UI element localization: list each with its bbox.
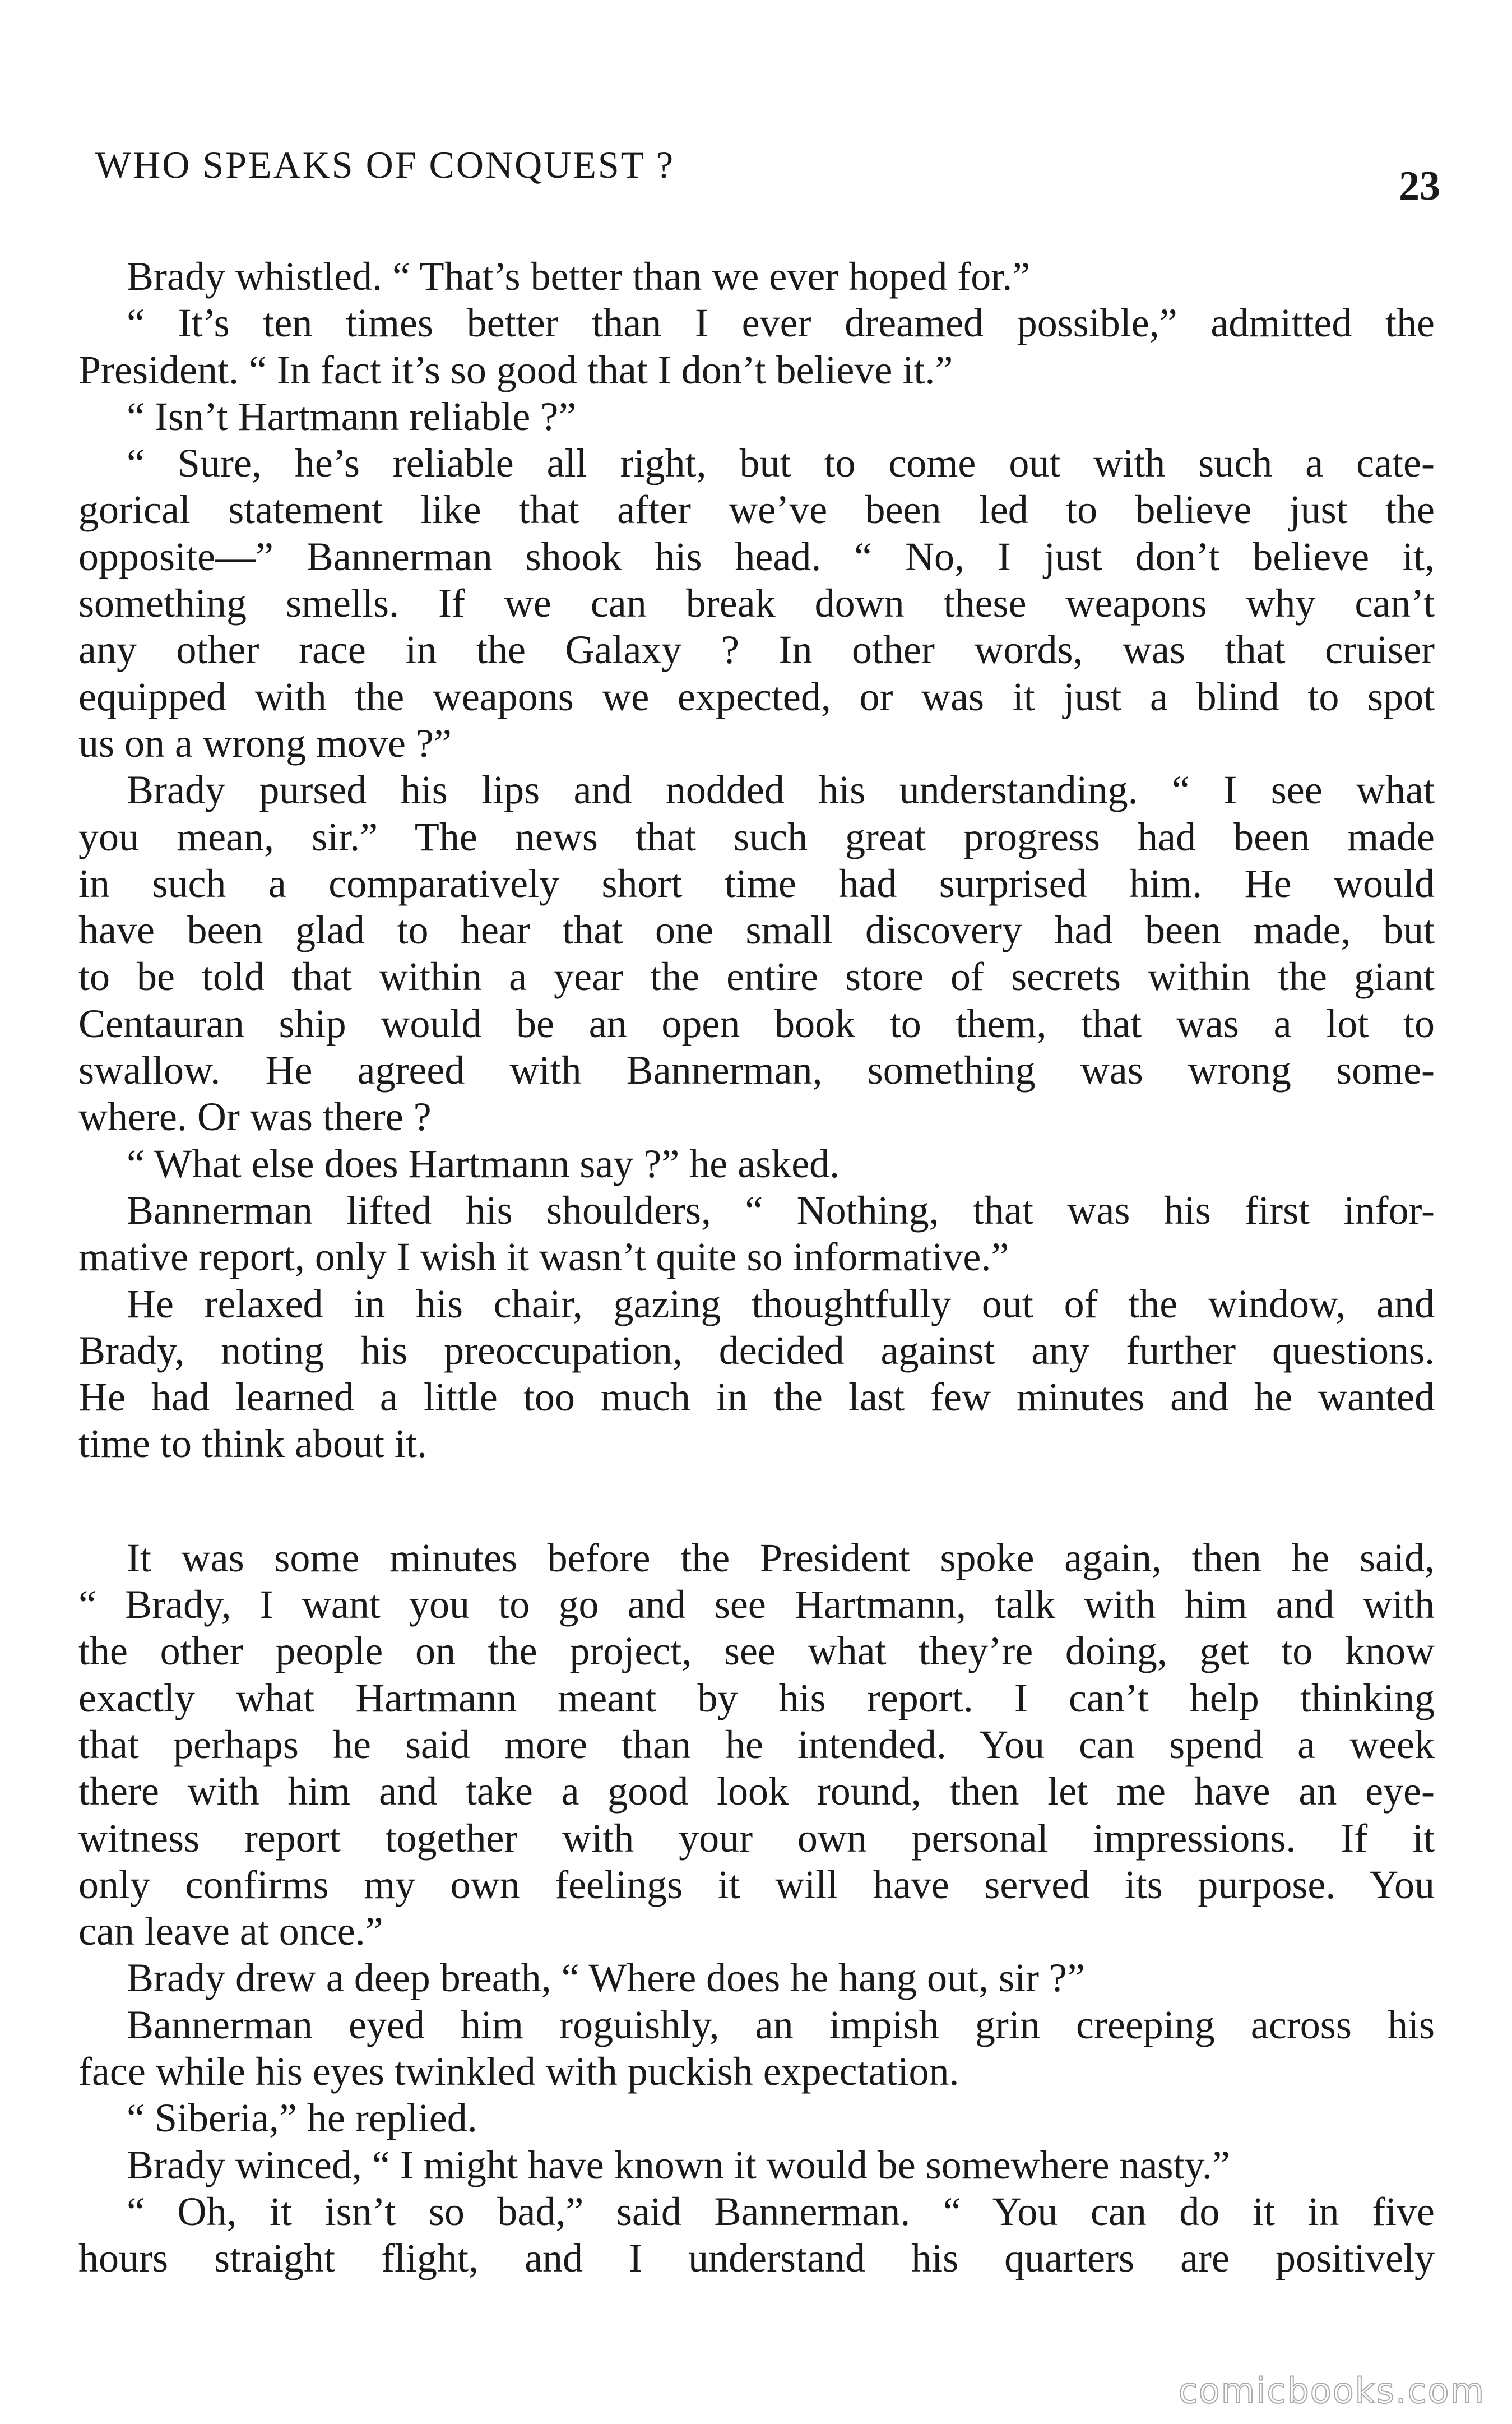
text-line: there with him and take a good look round, then let me have an eye- (78, 1769, 1435, 1814)
text-line: President. “ In fact it’s so good that I don’t believe it.” (78, 347, 953, 392)
text-line: any other race in the Galaxy ? In other words, was that cruiser (78, 627, 1435, 673)
text-line: “ Isn’t Hartmann reliable ?” (127, 394, 577, 439)
section-break (78, 1468, 1435, 1535)
paragraph (78, 1141, 1435, 1187)
paragraph (78, 2189, 1435, 2282)
text-line: He had learned a little too much in the last few minutes and he wanted (78, 1375, 1435, 1420)
text-line: Brady pursed his lips and nodded his understanding. “ I see what (127, 767, 1435, 813)
text-line: swallow. He agreed with Bannerman, something was wrong some- (78, 1048, 1435, 1093)
text-line: Brady winced, “ I might have known it would be somewhere nasty.” (127, 2142, 1230, 2187)
text-line: opposite—” Bannerman shook his head. “ No, I just don’t believe it, (78, 534, 1435, 579)
text-line: to be told that within a year the entire store of secrets within the giant (78, 954, 1435, 1000)
text-line: Brady whistled. “ That’s better than we ever hoped for.” (127, 254, 1031, 299)
text-line: only confirms my own feelings it will have served its purpose. You (78, 1862, 1435, 1907)
text-line: exactly what Hartmann meant by his report. I can’t help thinking (78, 1675, 1435, 1720)
body-text (78, 253, 1435, 2282)
text-line: us on a wrong move ?” (78, 720, 452, 766)
paragraph (78, 2002, 1435, 2095)
text-line: Centauran ship would be an open book to them, that was a lot to (78, 1001, 1435, 1046)
text-line: “ Sure, he’s reliable all right, but to come out with such a cate- (127, 441, 1435, 486)
page-number: 23 (1399, 163, 1440, 209)
text-line: in such a comparatively short time had surprised him. He would (78, 861, 1435, 906)
text-line: face while his eyes twinkled with puckish expectation. (78, 2048, 959, 2094)
paragraph (78, 1281, 1435, 1468)
paragraph (78, 300, 1435, 394)
text-line: “ Oh, it isn’t so bad,” said Bannerman. “ You can do it in five (127, 2189, 1435, 2234)
text-line: “ It’s ten times better than I ever dreamed possible,” admitted the (127, 300, 1435, 346)
text-line: that perhaps he said more than he intended. You can spend a week (78, 1722, 1435, 1767)
text-line: have been glad to hear that one small discovery had been made, but (78, 908, 1435, 953)
text-line: It was some minutes before the President spoke again, then he said, (127, 1535, 1435, 1580)
text-line: “ What else does Hartmann say ?” he asked. (127, 1141, 840, 1186)
paragraph (78, 394, 1435, 440)
paragraph (78, 1955, 1435, 2001)
text-line: gorical statement like that after we’ve been led to believe just the (78, 487, 1435, 533)
text-line: hours straight flight, and I understand his quarters are positively (78, 2236, 1435, 2281)
paragraph (78, 440, 1435, 767)
text-line: something smells. If we can break down these weapons why can’t (78, 581, 1435, 626)
paragraph (78, 1187, 1435, 1281)
text-line: witness report together with your own personal impressions. If it (78, 1815, 1435, 1861)
running-head: WHO SPEAKS OF CONQUEST ? (95, 144, 675, 186)
text-line: you mean, sir.” The news that such great progress had been made (78, 814, 1435, 859)
text-line: where. Or was there ? (78, 1094, 432, 1140)
text-line: He relaxed in his chair, gazing thoughtfully out of the window, and (127, 1281, 1435, 1326)
text-line: equipped with the weapons we expected, or was it just a blind to spot (78, 674, 1435, 719)
text-line: time to think about it. (78, 1421, 427, 1467)
paragraph (78, 253, 1435, 300)
text-line: Brady, noting his preoccupation, decided against any further questions. (78, 1327, 1435, 1373)
text-line: mative report, only I wish it wasn’t quite so informative.” (78, 1234, 1009, 1280)
text-line: Bannerman lifted his shoulders, “ Nothing, that was his first infor- (127, 1187, 1435, 1233)
paragraph (78, 1535, 1435, 1955)
paragraph (78, 2142, 1435, 2189)
text-line: Brady drew a deep breath, “ Where does he hang out, sir ?” (127, 1955, 1085, 2001)
text-line: “ Siberia,” he replied. (127, 2095, 477, 2141)
paragraph (78, 2095, 1435, 2141)
text-line: “ Brady, I want you to go and see Hartmann, talk with him and with (78, 1582, 1435, 1627)
text-line: Bannerman eyed him roguishly, an impish grin creeping across his (127, 2002, 1435, 2047)
paragraph (78, 767, 1435, 1140)
watermark: comicbooks.com (1178, 2370, 1485, 2411)
text-line: the other people on the project, see what they’re doing, get to know (78, 1629, 1435, 1674)
text-line: can leave at once.” (78, 1909, 383, 1954)
